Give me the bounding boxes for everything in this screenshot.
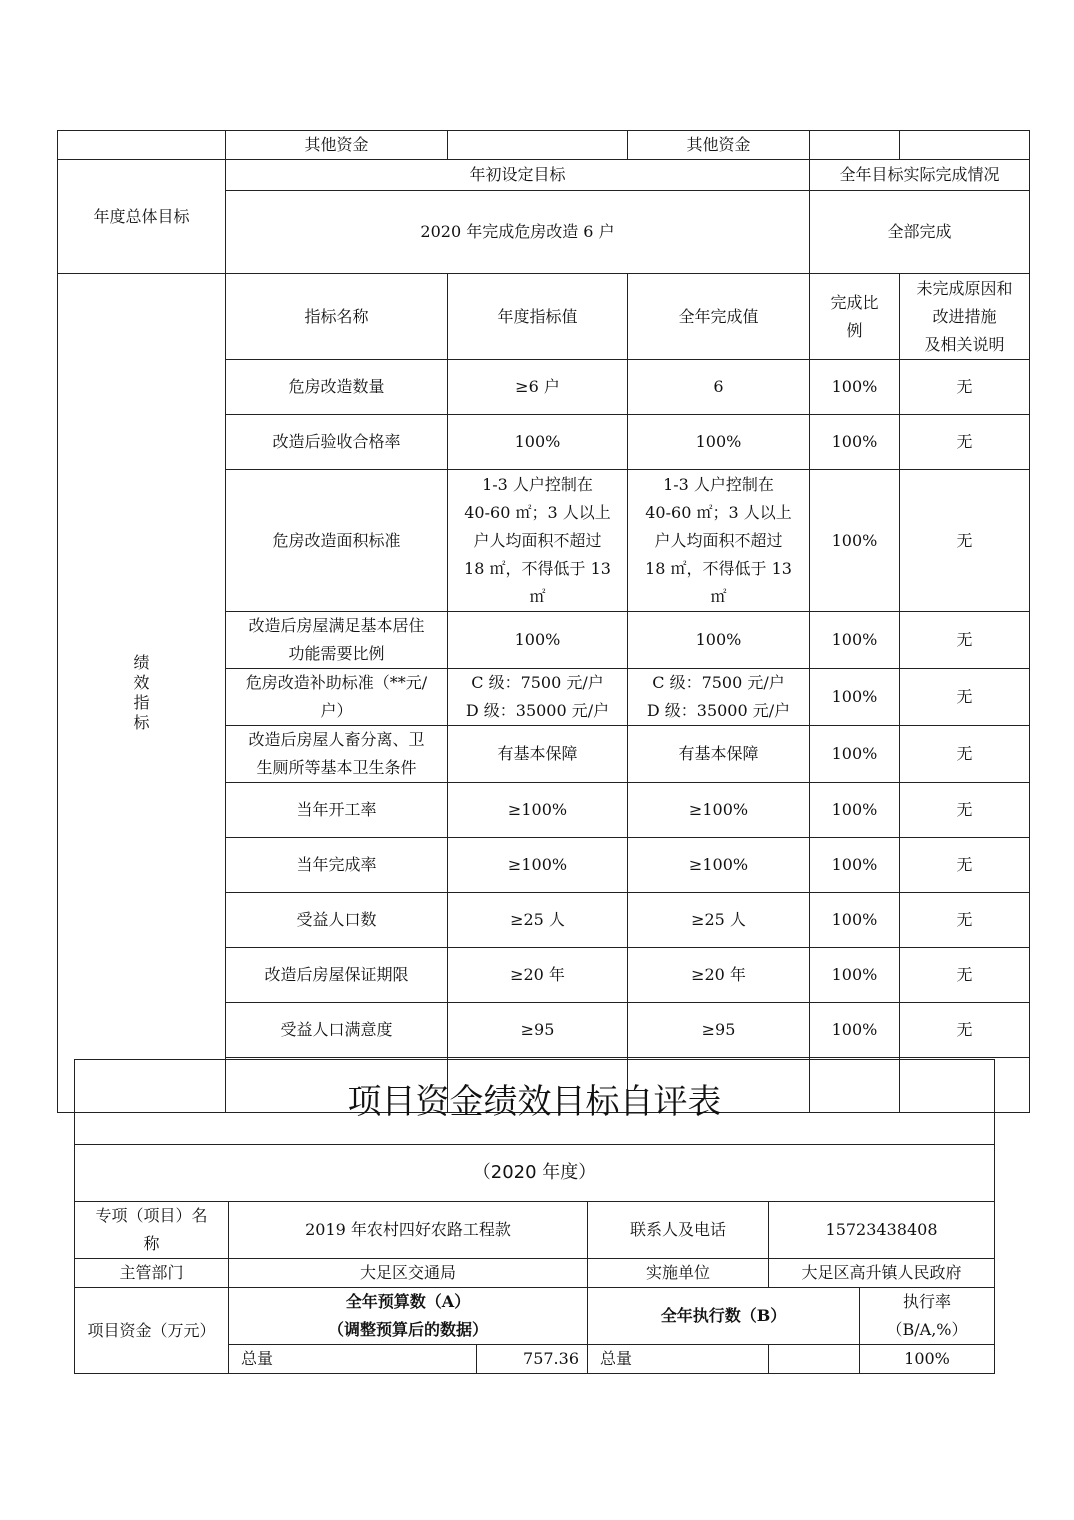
- indicator-actual: 有基本保障: [628, 726, 810, 783]
- page-title: 项目资金绩效目标自评表: [75, 1060, 995, 1145]
- budget-header: 全年预算数（A） （调整预算后的数据）: [229, 1288, 588, 1345]
- impl-value: 大足区高升镇人民政府: [769, 1259, 995, 1288]
- performance-label-cell: [58, 274, 226, 1113]
- performance-header-row: [58, 274, 1030, 360]
- header-remarks: 未完成原因和 改进措施 及相关说明: [900, 274, 1030, 360]
- indicator-name: 改造后验收合格率: [226, 415, 448, 470]
- department-row: [75, 1259, 995, 1288]
- indicator-remark: 无: [900, 470, 1030, 612]
- actual-header: 全年目标实际完成情况: [810, 160, 1030, 191]
- total-label-b: 总量: [588, 1345, 769, 1374]
- empty-cell: [58, 131, 226, 160]
- indicator-target: 100%: [448, 415, 628, 470]
- indicator-ratio: 100%: [810, 669, 900, 726]
- total-label-a: 总量: [229, 1345, 477, 1374]
- indicator-target: ≥25 人: [448, 893, 628, 948]
- performance-table: [57, 130, 1030, 1113]
- indicator-ratio: 100%: [810, 726, 900, 783]
- indicator-target: ≥20 年: [448, 948, 628, 1003]
- set-goal-value: 2020 年完成危房改造 6 户: [226, 191, 810, 274]
- indicator-actual: 6: [628, 360, 810, 415]
- indicator-name: 改造后房屋满足基本居住 功能需要比例: [226, 612, 448, 669]
- indicator-target: ≥6 户: [448, 360, 628, 415]
- indicator-ratio: 100%: [810, 470, 900, 612]
- indicator-remark: 无: [900, 1003, 1030, 1058]
- indicator-actual: 1-3 人户控制在 40-60 ㎡；3 人以上 户人均面积不超过 18 ㎡，不得低于 13 ㎡: [628, 470, 810, 612]
- other-funds-value: [448, 131, 628, 160]
- title-row: [75, 1060, 995, 1145]
- other-funds-label-2: 其他资金: [628, 131, 810, 160]
- contact-value: 15723438408: [769, 1202, 995, 1259]
- project-name-value: 2019 年农村四好农路工程款: [229, 1202, 588, 1259]
- dept-value: 大足区交通局: [229, 1259, 588, 1288]
- indicator-name: 当年开工率: [226, 783, 448, 838]
- total-b-value: [769, 1345, 860, 1374]
- indicator-actual: 100%: [628, 612, 810, 669]
- other-funds-row: [58, 131, 1030, 160]
- total-a-value: 757.36: [477, 1345, 588, 1374]
- indicator-name: 危房改造数量: [226, 360, 448, 415]
- funds-label: 项目资金（万元）: [75, 1288, 229, 1374]
- indicator-ratio: 100%: [810, 783, 900, 838]
- header-annual-actual: 全年完成值: [628, 274, 810, 360]
- indicator-ratio: 100%: [810, 838, 900, 893]
- indicator-remark: 无: [900, 893, 1030, 948]
- project-name-label: 专项（项目）名 称: [75, 1202, 229, 1259]
- indicator-name: 受益人口数: [226, 893, 448, 948]
- project-name-row: [75, 1202, 995, 1259]
- header-indicator-name: 指标名称: [226, 274, 448, 360]
- indicator-remark: 无: [900, 612, 1030, 669]
- indicator-remark: 无: [900, 783, 1030, 838]
- indicator-remark: 无: [900, 360, 1030, 415]
- indicator-name: 当年完成率: [226, 838, 448, 893]
- indicator-target: ≥100%: [448, 783, 628, 838]
- indicator-actual: ≥95: [628, 1003, 810, 1058]
- indicator-name: 危房改造面积标准: [226, 470, 448, 612]
- indicator-remark: 无: [900, 948, 1030, 1003]
- indicator-name: 受益人口满意度: [226, 1003, 448, 1058]
- header-completion-ratio: 完成比 例: [810, 274, 900, 360]
- indicator-name: 改造后房屋人畜分离、卫 生厕所等基本卫生条件: [226, 726, 448, 783]
- page-subtitle: （2020 年度）: [75, 1145, 995, 1202]
- rate-header: 执行率 （B/A,%）: [860, 1288, 995, 1345]
- exec-header: 全年执行数（B）: [588, 1288, 860, 1345]
- indicator-ratio: 100%: [810, 415, 900, 470]
- indicator-ratio: 100%: [810, 612, 900, 669]
- other-funds-label: 其他资金: [226, 131, 448, 160]
- funds-header-row: [75, 1288, 995, 1345]
- indicator-ratio: 100%: [810, 893, 900, 948]
- indicator-name: 改造后房屋保证期限: [226, 948, 448, 1003]
- annual-goal-label: 年度总体目标: [58, 160, 226, 274]
- indicator-ratio: 100%: [810, 1003, 900, 1058]
- dept-label: 主管部门: [75, 1259, 229, 1288]
- self-evaluation-table: [74, 1059, 995, 1374]
- impl-label: 实施单位: [588, 1259, 769, 1288]
- total-rate-value: 100%: [860, 1345, 995, 1374]
- indicator-remark: 无: [900, 838, 1030, 893]
- indicator-name: 危房改造补助标准（**元/ 户）: [226, 669, 448, 726]
- indicator-target: 1-3 人户控制在 40-60 ㎡；3 人以上 户人均面积不超过 18 ㎡，不得低于 13 ㎡: [448, 470, 628, 612]
- other-funds-value-3: [900, 131, 1030, 160]
- indicator-target: ≥100%: [448, 838, 628, 893]
- performance-label: 绩效指标: [133, 653, 150, 732]
- indicator-target: ≥95: [448, 1003, 628, 1058]
- indicator-remark: 无: [900, 726, 1030, 783]
- indicator-actual: 100%: [628, 415, 810, 470]
- indicator-actual: ≥20 年: [628, 948, 810, 1003]
- indicator-remark: 无: [900, 669, 1030, 726]
- subtitle-row: [75, 1145, 995, 1202]
- set-goal-header: 年初设定目标: [226, 160, 810, 191]
- actual-value: 全部完成: [810, 191, 1030, 274]
- indicator-actual: C 级：7500 元/户 D 级：35000 元/户: [628, 669, 810, 726]
- indicator-ratio: 100%: [810, 360, 900, 415]
- contact-label: 联系人及电话: [588, 1202, 769, 1259]
- indicator-actual: ≥100%: [628, 838, 810, 893]
- indicator-remark: 无: [900, 415, 1030, 470]
- annual-goal-header-row: [58, 160, 1030, 191]
- header-annual-target: 年度指标值: [448, 274, 628, 360]
- indicator-actual: ≥100%: [628, 783, 810, 838]
- other-funds-value-2: [810, 131, 900, 160]
- indicator-target: 100%: [448, 612, 628, 669]
- indicator-ratio: 100%: [810, 948, 900, 1003]
- indicator-actual: ≥25 人: [628, 893, 810, 948]
- indicator-target: C 级：7500 元/户 D 级：35000 元/户: [448, 669, 628, 726]
- indicator-target: 有基本保障: [448, 726, 628, 783]
